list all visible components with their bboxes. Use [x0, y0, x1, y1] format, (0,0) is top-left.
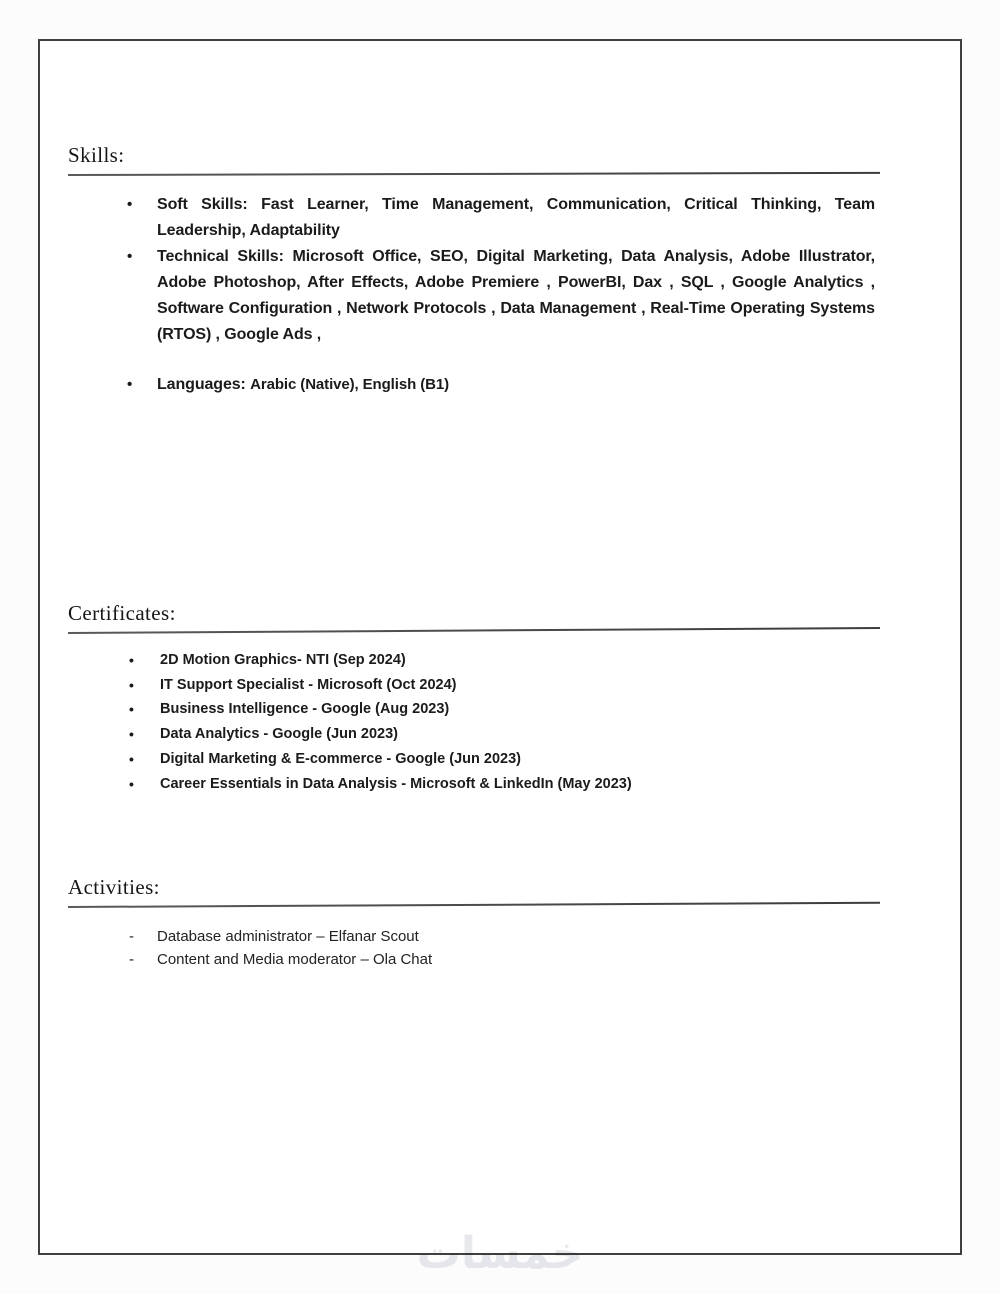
list-item-certificate [68, 697, 880, 722]
bullet-icon: • [129, 676, 134, 693]
activities-divider [68, 902, 880, 908]
dash-icon: - [129, 928, 134, 945]
certificates-list [68, 648, 880, 796]
list-item-activity [68, 949, 880, 972]
dash-icon: - [129, 950, 134, 968]
certificate-text: Career Essentials in Data Analysis - Microsoft & LinkedIn (May 2023) [160, 775, 632, 792]
bullet-icon: • [129, 652, 134, 668]
skills-heading: Skills: [68, 143, 125, 167]
certificates-heading: Certificates: [68, 601, 176, 625]
bullet-icon: • [127, 196, 133, 213]
list-item-certificate [68, 772, 880, 797]
list-item-technical-skills [68, 244, 875, 348]
list-item-soft-skills [68, 192, 875, 244]
certificate-text: Business Intelligence - Google (Aug 2023) [160, 701, 450, 718]
bullet-icon: • [127, 376, 133, 393]
activities-section [68, 873, 880, 971]
certificate-text: IT Support Specialist - Microsoft (Oct 2024) [160, 676, 457, 693]
skills-list [68, 192, 880, 398]
skill-text: Fast Learner, Time Management, Communication, Critical Thinking, Team Leadership, Adaptability [157, 196, 875, 239]
skills-section [68, 141, 880, 398]
bullet-icon: • [129, 775, 134, 792]
skill-text: Arabic (Native), English (B1) [250, 376, 449, 393]
list-item-languages [68, 372, 875, 398]
certificate-text: 2D Motion Graphics- NTI (Sep 2024) [160, 652, 406, 668]
certificates-divider [68, 627, 880, 634]
skills-divider [68, 172, 880, 176]
khamsat-watermark: خمسات [416, 1228, 584, 1279]
skill-label: Technical Skills: [157, 248, 284, 265]
list-item-activity [68, 926, 880, 949]
list-item-certificate [68, 722, 880, 747]
list-item-certificate [68, 747, 880, 772]
activity-text: Database administrator – Elfanar Scout [157, 928, 419, 945]
bullet-icon: • [127, 248, 133, 265]
bullet-icon: • [129, 726, 134, 743]
bullet-icon: • [129, 750, 134, 767]
activity-text: Content and Media moderator – Ola Chat [157, 950, 433, 968]
skill-label: Soft Skills: [157, 196, 248, 213]
resume-page [38, 39, 962, 1255]
skill-label: Languages: [157, 376, 246, 393]
bullet-icon: • [129, 701, 134, 718]
activities-heading: Activities: [68, 875, 160, 899]
skill-text: Microsoft Office, SEO, Digital Marketing, Data Analysis, Adobe Illustrator, Adobe Photoshop, After Effects, Adobe Premiere , PowerBI, Dax , SQL , Google Analytics , Software Configuration , Network Protocols , Data Management , Real-Time Operating Systems (RTOS) , Google Ads , [157, 248, 875, 343]
certificates-section [68, 599, 880, 796]
certificate-text: Digital Marketing & E-commerce - Google (Jun 2023) [160, 750, 521, 767]
activities-list [68, 926, 880, 971]
certificate-text: Data Analytics - Google (Jun 2023) [160, 726, 398, 743]
list-item-certificate [68, 673, 880, 698]
list-item-certificate [68, 648, 880, 673]
